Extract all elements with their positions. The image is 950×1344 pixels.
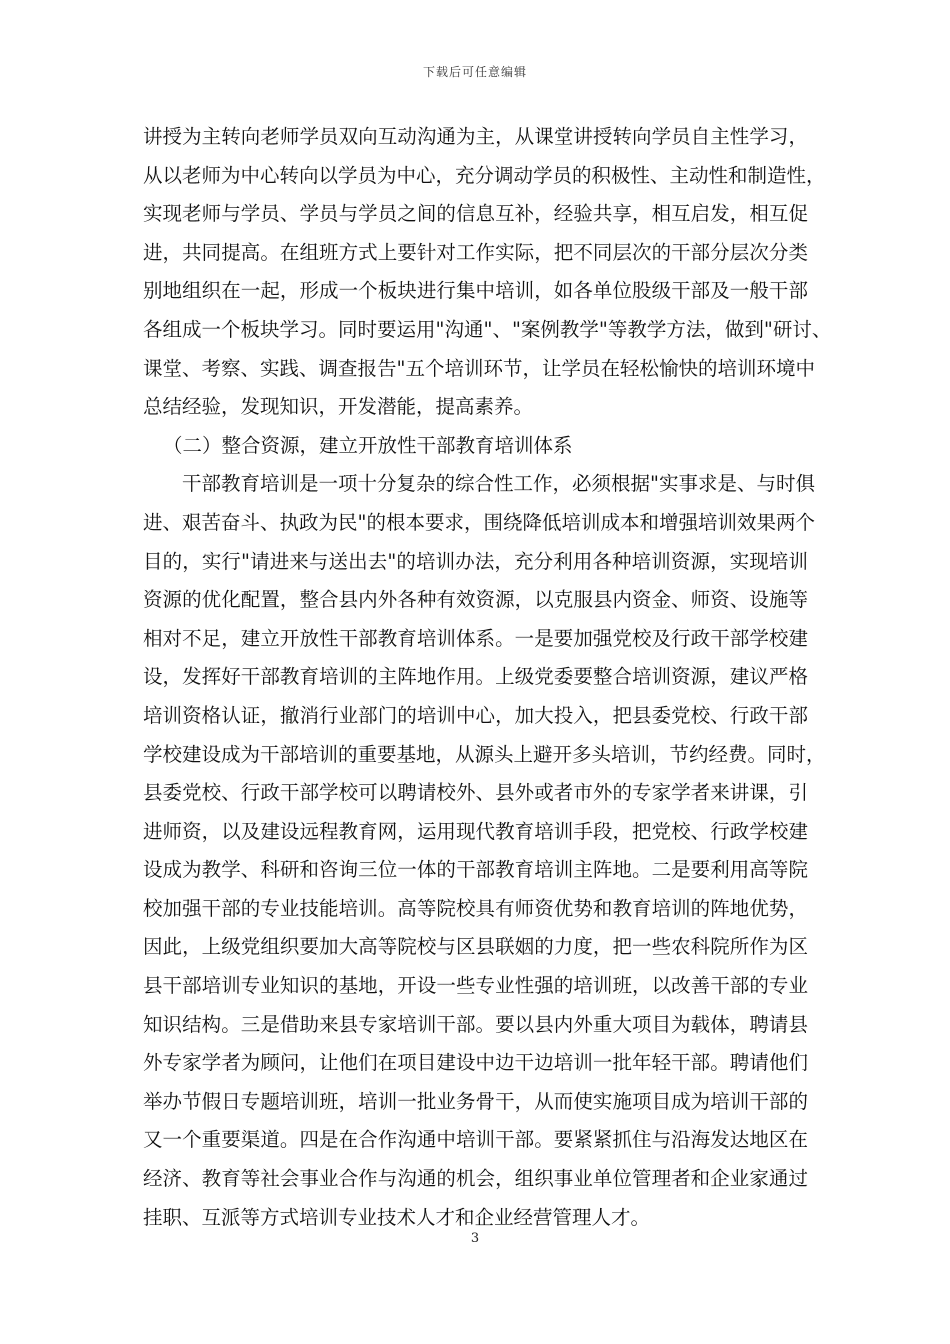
text-line: 设，发挥好干部教育培训的主阵地作用。上级党委要整合培训资源，建议严格 [143,665,808,689]
text-line: 挂职、互派等方式培训专业技术人才和企业经营管理人才。 [143,1205,651,1229]
text-line: 外专家学者为顾问，让他们在项目建设中边干边培训一批年轻干部。聘请他们 [143,1051,808,1075]
section-heading: （二）整合资源，建立开放性干部教育培训体系 [163,433,573,457]
paragraph-integrate-resources [143,465,826,1237]
text-line: 从以老师为中心转向以学员为中心，充分调动学员的积极性、主动性和制造性， [143,163,826,187]
text-line: 进、艰苦奋斗、执政为民"的根本要求，围绕降低培训成本和增强培训效果两个 [143,510,815,534]
text-line: 干部教育培训是一项十分复杂的综合性工作，必须根据"实事求是、与时俱 [182,472,815,496]
text-line: 目的，实行"请进来与送出去"的培训办法，充分利用各种培训资源，实现培训 [143,549,808,573]
text-line: 知识结构。三是借助来县专家培训干部。要以县内外重大项目为载体，聘请县 [143,1012,808,1036]
text-line: 各组成一个板块学习。同时要运用"沟通"、"案例教学"等教学方法，做到"研讨、 [143,317,832,341]
document-body [143,118,832,1237]
text-line: 又一个重要渠道。四是在合作沟通中培训干部。要紧紧抓住与沿海发达地区在 [143,1128,808,1152]
text-line: 设成为教学、科研和咨询三位一体的干部教育培训主阵地。二是要利用高等院 [143,858,808,882]
text-line: 举办节假日专题培训班，培训一批业务骨干，从而使实施项目成为培训干部的 [143,1089,808,1113]
text-line: 校加强干部的专业技能培训。高等院校具有师资优势和教育培训的阵地优势， [143,896,808,920]
text-line: 培训资格认证，撤消行业部门的培训中心，加大投入，把县委党校、行政干部 [143,703,808,727]
text-line: 县委党校、行政干部学校可以聘请校外、县外或者市外的专家学者来讲课，引 [143,781,808,805]
text-line: 进师资，以及建设远程教育网，运用现代教育培训手段，把党校、行政学校建 [143,819,808,843]
text-line: 别地组织在一起，形成一个板块进行集中培训，如各单位股级干部及一般干部 [143,279,808,303]
text-line: 讲授为主转向老师学员双向互动沟通为主，从课堂讲授转向学员自主性学习， [143,125,808,148]
header-note: 下载后可任意编辑 [422,65,527,79]
paragraph-continued [143,118,832,427]
text-line: 经济、教育等社会事业合作与沟通的机会，组织事业单位管理者和企业家通过 [143,1167,808,1191]
page-number: 3 [470,1231,480,1246]
text-line: 因此，上级党组织要加大高等院校与区县联姻的力度，把一些农科院所作为区 [143,935,808,959]
text-line: 课堂、考察、实践、调查报告"五个培训环节，让学员在轻松愉快的培训环境中 [143,356,815,380]
text-line: 实现老师与学员、学员与学员之间的信息互补，经验共享，相互启发，相互促 [143,202,808,226]
text-line: 资源的优化配置，整合县内外各种有效资源，以克服县内资金、师资、设施等 [143,588,808,612]
text-line: 学校建设成为干部培训的重要基地，从源头上避开多头培训，节约经费。同时， [143,742,826,766]
text-line: 进，共同提高。在组班方式上要针对工作实际，把不同层次的干部分层次分类 [143,240,808,264]
text-line: 县干部培训专业知识的基地，开设一些专业性强的培训班，以改善干部的专业 [143,974,808,998]
text-line: 总结经验，发现知识，开发潜能，提高素养。 [143,395,534,419]
text-line: 相对不足，建立开放性干部教育培训体系。一是要加强党校及行政干部学校建 [143,626,808,650]
